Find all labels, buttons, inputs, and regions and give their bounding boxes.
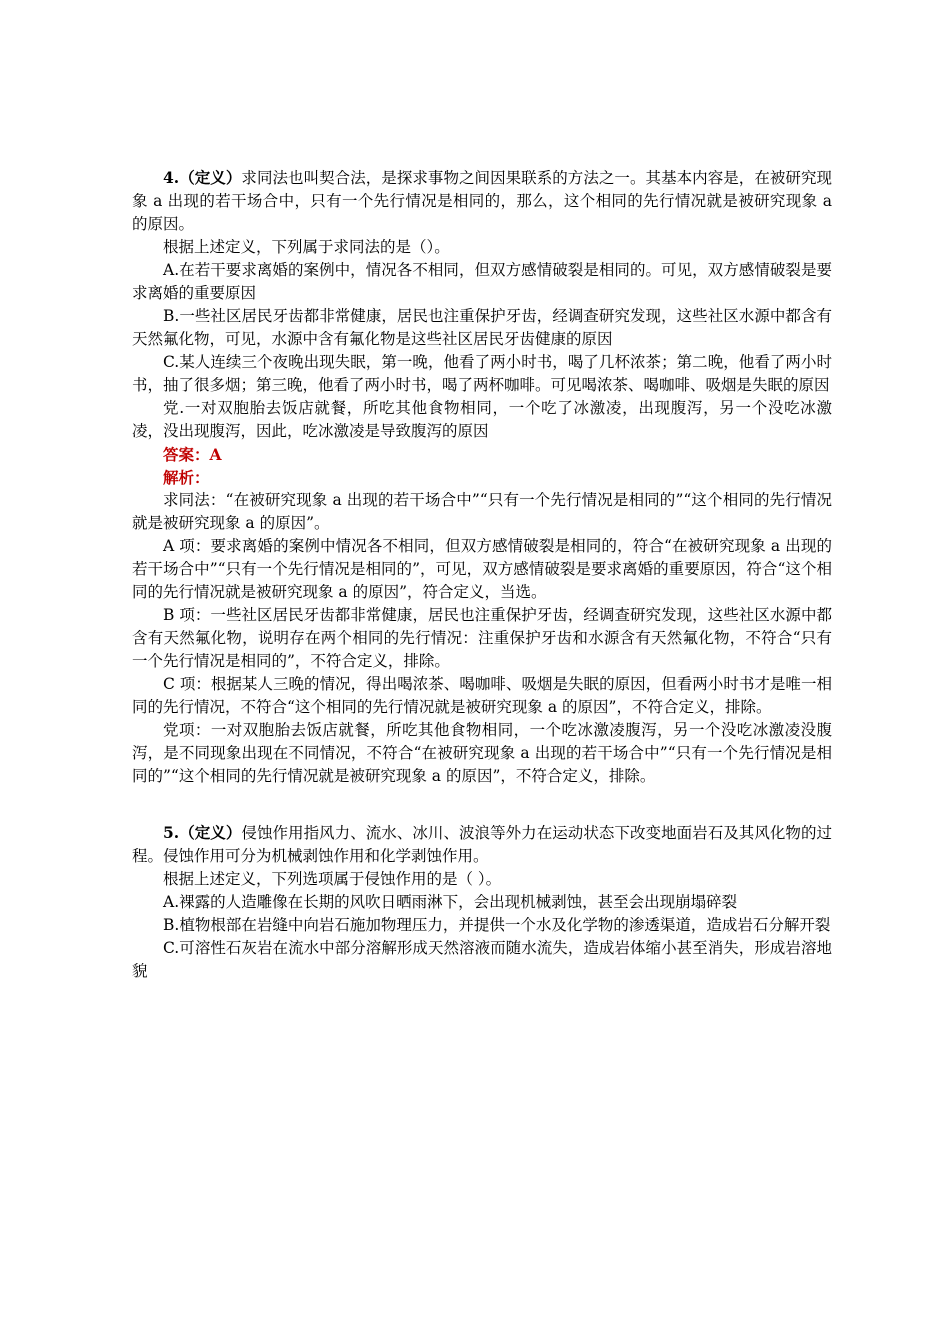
q4-analysis-c: C 项：根据某人三晚的情况，得出喝浓茶、喝咖啡、吸烟是失眠的原因，但看两小时书才是唯一相同的先行情况，不符合“这个相同的先行情况就是被研究现象 a 的原因”，不符合定义，排除。: [132, 675, 832, 716]
q4-option-a: A.在若干要求离婚的案例中，情况各不相同，但双方感情破裂是相同的。可见，双方感情破裂是要求离婚的重要原因: [132, 261, 832, 302]
q5-option-c: C.可溶性石灰岩在流水中部分溶解形成天然溶液而随水流失，造成岩体缩小甚至消失，形成岩溶地貌: [132, 939, 832, 980]
q4-analysis-label: 解析：: [163, 468, 210, 487]
q4-analysis-b: B 项：一些社区居民牙齿都非常健康，居民也注重保护牙齿，经调查研究发现，这些社区水源中都含有天然氟化物，说明存在两个相同的先行情况：注重保护牙齿和水源含有天然氟化物，不符合“只有一个先行情况是相同的”，不符合定义，排除。: [132, 606, 832, 670]
q4-analysis-d: 党项：一对双胞胎去饭店就餐，所吃其他食物相同，一个吃冰激凌腹泻，另一个没吃冰激凌没腹泻，是不同现象出现在不同情况，不符合“在被研究现象 a 出现的若干场合中”“只有一个先行情况是相同的”“这个相同的先行情况就是被研究现象 a 的原因”，不符合定义，排除。: [132, 721, 832, 785]
q5-option-b: B.植物根部在岩缝中向岩石施加物理压力，并提供一个水及化学物的渗透渠道，造成岩石分解开裂: [163, 916, 831, 934]
q4-stem: [132, 166, 832, 236]
q4-analysis-a: A 项：要求离婚的案例中情况各不相同，但双方感情破裂是相同的，符合“在被研究现象 a 出现的若干场合中”“只有一个先行情况是相同的”，可见，双方感情破裂是要求离婚的重要原因，符合“这个相同的先行情况就是被研究现象 a 的原因”，符合定义，当选。: [132, 537, 832, 601]
q5-option-a: A.裸露的人造雕像在长期的风吹日晒雨淋下，会出现机械剥蚀，甚至会出现崩塌碎裂: [163, 893, 738, 911]
q4-option-c: C.某人连续三个夜晚出现失眠，第一晚，他看了两小时书，喝了几杯浓茶；第二晚，他看了两小时书，抽了很多烟；第三晚，他看了两小时书，喝了两杯咖啡。可见喝浓茶、喝咖啡、吸烟是失眠的原因: [132, 353, 832, 394]
question-spacer: [132, 788, 832, 821]
q4-option-b: B.一些社区居民牙齿都非常健康，居民也注重保护牙齿，经调查研究发现，这些社区水源中都含有天然氟化物，可见，水源中含有氟化物是这些社区居民牙齿健康的原因: [132, 307, 832, 348]
q5-stem: [132, 821, 832, 868]
q4-analysis-definition: 求同法：“在被研究现象 a 出现的若干场合中”“只有一个先行情况是相同的”“这个相同的先行情况就是被研究现象 a 的原因”。: [132, 491, 832, 532]
q5-number: 5.（定义）: [163, 823, 242, 842]
document-page: [132, 166, 832, 983]
q4-answer: 答案：A: [163, 445, 222, 464]
q4-definition: 求同法也叫契合法，是探求事物之间因果联系的方法之一。其基本内容是，在被研究现象 a 出现的若干场合中，只有一个先行情况是相同的，那么，这个相同的先行情况就是被研究现象 a 的原因。: [132, 169, 832, 233]
q4-option-d: 党.一对双胞胎去饭店就餐，所吃其他食物相同，一个吃了冰激凌，出现腹泻，另一个没吃冰激凌，没出现腹泻，因此，吃冰激凌是导致腹泻的原因: [132, 399, 832, 440]
q4-number: 4.（定义）: [163, 168, 242, 187]
q5-prompt: 根据上述定义，下列选项属于侵蚀作用的是（ ）。: [163, 870, 502, 888]
q5-definition: 侵蚀作用指风力、流水、冰川、波浪等外力在运动状态下改变地面岩石及其风化物的过程。侵蚀作用可分为机械剥蚀作用和化学剥蚀作用。: [132, 824, 832, 865]
q4-prompt: 根据上述定义，下列属于求同法的是（）。: [163, 238, 450, 256]
